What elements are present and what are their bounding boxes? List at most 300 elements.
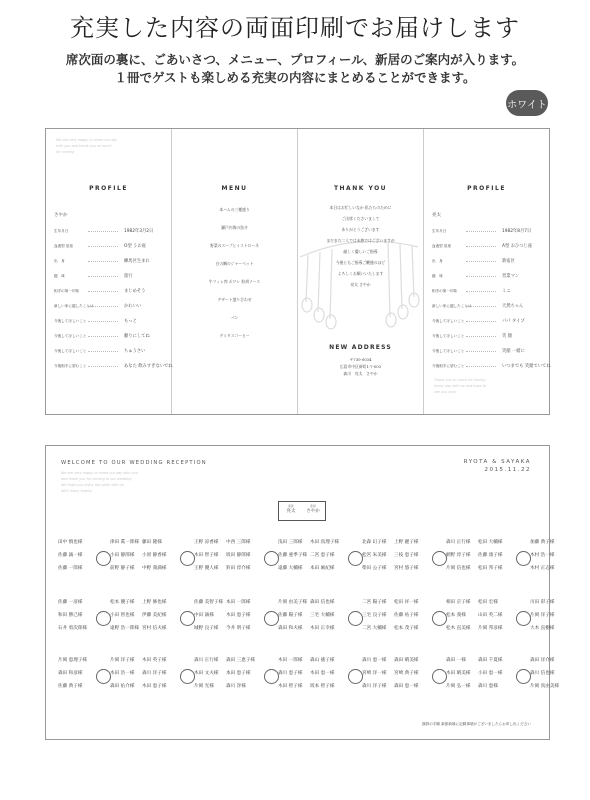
guest-seat <box>310 626 334 631</box>
guest-seat <box>310 671 334 676</box>
profile-row <box>54 302 162 311</box>
table-circle <box>516 669 531 684</box>
guest-name: 三宅 良子様 <box>362 613 387 618</box>
profile-value: 営業マン <box>502 274 520 279</box>
profile-label: 出 身 <box>54 259 65 263</box>
profile-value: かわいい <box>124 304 142 309</box>
guest-table <box>310 656 400 702</box>
decorative-text: We are very happy to share our day with you and thank you for coming to our wedding We hope you enjoy the party with us With many thanks <box>61 471 138 493</box>
guest-name: 宮村 信夫様 <box>142 626 167 631</box>
guest-seat <box>530 613 554 618</box>
guest-seat <box>530 566 554 571</box>
guest-seat <box>58 658 87 663</box>
guest-seat <box>142 671 166 676</box>
guest-seat <box>194 658 218 663</box>
couple-names <box>464 458 531 474</box>
guest-name: 森川 恵様 <box>478 684 498 689</box>
guest-name: 和田 勝己様 <box>58 613 83 618</box>
guest-seat <box>446 684 470 689</box>
guest-name: 相田 京子様 <box>446 600 471 605</box>
guest-seat <box>310 540 339 545</box>
guest-name: 松田 大輔様 <box>478 540 503 545</box>
guest-name: 片岡 由美子様 <box>278 600 308 605</box>
guest-seat <box>110 553 134 558</box>
guest-seat <box>58 613 82 618</box>
profile-label: 今後してほしいこと <box>432 319 465 323</box>
profile-label: 今後してほしいこと <box>432 334 465 338</box>
guest-seat <box>226 613 250 618</box>
profile-row <box>54 347 162 356</box>
profile-value: 練馬区生まれ <box>124 259 150 264</box>
dotted-leader <box>466 321 496 322</box>
guest-seat <box>394 540 418 545</box>
guest-seat <box>446 600 470 605</box>
guest-name: 小田 智也様 <box>110 613 135 618</box>
thank-you-title: THANK YOU <box>333 185 388 192</box>
guest-seat <box>394 671 418 676</box>
profile-value: ちゅうさい <box>124 349 146 354</box>
guest-seat <box>278 553 307 558</box>
guest-name: 田中 慎也様 <box>58 540 83 545</box>
dotted-leader <box>466 246 496 247</box>
bride-profile-column <box>46 129 171 414</box>
guest-name: 松田 祥一様 <box>394 600 419 605</box>
profile-value: 頼りにしてね <box>124 334 150 339</box>
guest-seat <box>278 613 302 618</box>
guest-name: 森川 恵子様 <box>278 671 303 676</box>
table-circle <box>432 669 447 684</box>
profile-row <box>54 317 162 326</box>
profile-row <box>432 362 551 371</box>
guest-seat <box>530 540 554 545</box>
bride-name: さやか <box>306 509 320 514</box>
table-circle <box>264 669 279 684</box>
guest-seat <box>478 553 502 558</box>
guest-seat <box>310 553 334 558</box>
thank-you-line: ありがとうございます <box>341 227 380 232</box>
menu-column <box>172 129 297 414</box>
profile-label: 今後してほしいこと <box>54 349 87 353</box>
guest-seat <box>530 684 559 689</box>
guest-table <box>478 598 568 644</box>
guest-seat <box>110 626 139 631</box>
guest-name: 佐藤 祐子様 <box>394 613 419 618</box>
profile-value: 天然ちゃん <box>502 304 524 309</box>
guest-name: 森田 佑介様 <box>110 684 135 689</box>
dotted-leader <box>466 291 496 292</box>
guest-seat <box>278 566 302 571</box>
profile-value: 1982年8月7日 <box>502 229 532 234</box>
guest-seat <box>226 566 250 571</box>
decorative-text: We are very happy to share our day with you and thank you so much for coming <box>56 138 118 154</box>
profile-label: 今後相手に望むこと <box>54 364 87 368</box>
dotted-leader <box>466 366 496 367</box>
guest-name: 今井 明子様 <box>226 626 251 631</box>
guest-seat <box>110 600 134 605</box>
table-circle <box>348 669 363 684</box>
address-line: 広島市中区新町1-7-003 <box>339 364 382 369</box>
guest-name: 松田 宏様 <box>478 600 498 605</box>
profile-value: あなた 飲みすぎないでね <box>124 364 173 369</box>
groom-name: 亮太 <box>432 213 441 218</box>
profile-row <box>54 287 162 296</box>
guest-name: 森田 和彦様 <box>58 671 83 676</box>
table-circle <box>180 551 195 566</box>
guest-name: 遠藤 大輔様 <box>278 566 303 571</box>
groom-profile-column <box>424 129 549 414</box>
wedding-date: 2015.11.22 <box>484 467 531 473</box>
guest-seat <box>58 553 82 558</box>
guest-table <box>142 538 232 584</box>
profile-label: 出 身 <box>432 259 443 263</box>
thank-you-line: 本日はお忙しいなか 私たちのために <box>329 205 392 210</box>
subheadline-line-1: 席次面の裏に、ごあいさつ、メニュー、プロフィール、新居のご案内が入ります。 <box>65 52 525 67</box>
menu-item: 牛フィレ肉 ポワレ 粒胡ソース <box>208 279 261 284</box>
guest-name: 森田 一様 <box>446 658 466 663</box>
table-circle <box>180 611 195 626</box>
guest-name: 木田 文夫様 <box>194 671 219 676</box>
guest-name: 中西 三郎様 <box>226 540 251 545</box>
guest-name: 木田 正幸様 <box>310 626 335 631</box>
guest-seat <box>478 566 502 571</box>
guest-seat <box>362 553 386 558</box>
guest-seat <box>530 671 554 676</box>
thank-you-line: 亮太 さやか <box>350 282 371 287</box>
guest-seat <box>362 613 386 618</box>
guest-seat <box>446 553 470 558</box>
guest-name: 森川 洋子様 <box>362 684 387 689</box>
footer-note: 謝辞の手順 新郎新婦に記載事項がございましたらお申し出ください <box>422 722 531 726</box>
guest-seat <box>110 613 134 618</box>
guest-name: 上野 麗子様 <box>394 540 419 545</box>
dotted-leader <box>466 336 496 337</box>
guest-table <box>226 598 316 644</box>
guest-seat <box>362 684 386 689</box>
guest-table <box>226 538 316 584</box>
guest-table <box>394 538 484 584</box>
guest-name: 中田 誠様 <box>194 613 214 618</box>
dotted-leader <box>88 351 118 352</box>
guest-seat <box>478 626 502 631</box>
guest-seat <box>58 600 82 605</box>
menu-item: 白の鯛のジャーベット <box>215 261 254 266</box>
guest-name: 中野 義満様 <box>142 566 167 571</box>
menu-title: MENU <box>221 185 248 192</box>
guest-name: 加藤 典子様 <box>530 540 555 545</box>
decorative-text: Thank you so much for having lovely day with us and hope to see you soon <box>434 378 487 394</box>
profile-row <box>54 272 162 281</box>
guest-name: 本田 麻紀様 <box>310 566 335 571</box>
guest-seat <box>362 658 386 663</box>
guest-seat <box>142 553 166 558</box>
guest-name: 木田 浩一様 <box>110 671 135 676</box>
guest-name: 森田 和夫様 <box>278 626 303 631</box>
guest-name: 二宮 陽子様 <box>362 600 387 605</box>
guest-name: 佐藤 康子様 <box>478 553 503 558</box>
guest-name: 森川 冴様 <box>226 684 246 689</box>
table-circle <box>96 611 111 626</box>
guest-seat <box>58 684 82 689</box>
guest-table <box>142 598 232 644</box>
profile-value: ミニ <box>502 289 511 294</box>
guest-name: 佐藤 典子様 <box>58 684 83 689</box>
dotted-leader <box>88 336 118 337</box>
table-circle <box>516 551 531 566</box>
couple-title: RYOTA & SAYAKA <box>463 459 531 465</box>
guest-seat <box>278 671 302 676</box>
guest-name: 木田 恵一様 <box>310 671 335 676</box>
guest-name: 松本 義様 <box>446 613 466 618</box>
guest-name: 小田 恵一様 <box>478 671 503 676</box>
table-circle <box>264 551 279 566</box>
profile-row <box>54 257 162 266</box>
guest-seat <box>194 553 218 558</box>
table-circle <box>96 669 111 684</box>
guest-name: 森川 正行様 <box>194 658 219 663</box>
profile-label: 今後してほしいこと <box>54 319 87 323</box>
guest-seat <box>478 684 498 689</box>
guest-seat <box>58 540 82 545</box>
guest-seat <box>58 671 82 676</box>
table-circle <box>348 611 363 626</box>
profile-value: 旅行 <box>124 274 133 279</box>
profile-value: もっと <box>124 319 137 324</box>
guest-seat <box>226 684 246 689</box>
guest-seat <box>142 566 166 571</box>
guest-name: 木田 智子様 <box>194 553 219 558</box>
profile-value: O型 うお座 <box>124 244 146 249</box>
guest-name: 森川 信也様 <box>530 671 555 676</box>
guest-name: 片岡 弘一様 <box>446 684 471 689</box>
groom-name: 亮太 <box>286 509 296 514</box>
guest-seat <box>142 540 162 545</box>
profile-value: 笑顔 一緒に <box>502 349 525 354</box>
guest-table <box>58 656 148 702</box>
guest-seat <box>362 626 386 631</box>
guest-name: 大木 直樹様 <box>530 626 555 631</box>
profile-value: 1982年3月2日 <box>124 229 154 234</box>
guest-seat <box>58 626 87 631</box>
guest-seat <box>446 540 470 545</box>
profile-row <box>432 332 540 341</box>
guest-seat <box>142 613 166 618</box>
guest-name: 本田 恵子様 <box>226 671 251 676</box>
guest-name: 松宮 朱美様 <box>362 553 387 558</box>
profile-title: PROFILE <box>467 185 506 192</box>
guest-name: 松本 優子様 <box>110 600 135 605</box>
guest-name: 森田 信也様 <box>310 600 335 605</box>
guest-seat <box>446 626 470 631</box>
guest-seat <box>226 671 250 676</box>
guest-seat <box>530 658 554 663</box>
profile-label: 趣 味 <box>54 274 65 278</box>
guest-name: 森山 徳子様 <box>310 658 335 663</box>
welcome-heading: WELCOME TO OUR WEDDING RECEPTION <box>61 460 207 466</box>
menu-item: パン <box>230 315 239 320</box>
guest-seat <box>110 566 134 571</box>
profile-label: 今後してほしいこと <box>432 349 465 353</box>
guest-name: 北森 幻子様 <box>362 540 387 545</box>
guest-seat <box>394 553 418 558</box>
guest-name: 佐藤 陽子様 <box>278 613 303 618</box>
guest-seat <box>530 600 554 605</box>
profile-label: 生年月日 <box>432 229 447 233</box>
guest-name: 小田 静郎様 <box>110 553 135 558</box>
address-line: 森川 亮太 さやか <box>343 371 378 376</box>
guest-name: 片岡 洋子様 <box>110 658 135 663</box>
color-badge: ホワイト <box>506 90 548 116</box>
guest-seat <box>446 671 470 676</box>
guest-seat <box>110 684 134 689</box>
guest-name: 木村 正志様 <box>530 566 555 571</box>
guest-name: 三宅 大輔様 <box>310 613 335 618</box>
address-line: 〒730-0034 <box>349 357 372 362</box>
profile-row <box>54 332 162 341</box>
guest-name: 木田 一郎様 <box>278 658 303 663</box>
guest-name: 宮村 悠子様 <box>394 566 419 571</box>
guest-seat <box>310 566 334 571</box>
dotted-leader <box>466 276 496 277</box>
new-address-title: NEW ADDRESS <box>329 344 392 351</box>
profile-row <box>54 227 162 236</box>
guest-seat <box>194 684 214 689</box>
guest-name: 松田 邦子様 <box>478 566 503 571</box>
profile-row <box>432 227 540 236</box>
guest-table <box>142 656 232 702</box>
guest-name: 川田 彩子様 <box>530 600 555 605</box>
guest-name: 二宮 恵子様 <box>310 553 335 558</box>
guest-seat <box>310 684 334 689</box>
profile-label: 今後してほしいこと <box>54 334 87 338</box>
guest-name: 片岡 真由美様 <box>530 684 560 689</box>
guest-seat <box>142 658 166 663</box>
page-headline: 充実した内容の両面印刷でお届けします <box>70 14 520 42</box>
guest-name: 佐藤 一彦様 <box>58 600 83 605</box>
guest-seat <box>226 540 250 545</box>
guest-name: 二宮 大輔様 <box>362 626 387 631</box>
guest-name: 木田 英子様 <box>142 658 167 663</box>
thank-you-column <box>298 129 423 414</box>
guest-seat <box>310 600 334 605</box>
guest-seat <box>194 540 218 545</box>
guest-name: 木田 真理子様 <box>310 540 340 545</box>
guest-seat <box>362 566 386 571</box>
guest-seat <box>478 658 502 663</box>
guest-seat <box>478 600 498 605</box>
profile-row <box>54 242 162 251</box>
guest-name: 松木 直美様 <box>446 626 471 631</box>
guest-name: 鈴田 淳介様 <box>226 566 251 571</box>
profile-label: 相手の第一印象 <box>54 289 80 293</box>
dotted-leader <box>88 306 118 307</box>
guest-seat <box>278 684 302 689</box>
guest-table <box>310 538 400 584</box>
menu-item: 本ハムの三種盛り <box>219 207 250 212</box>
guest-name: 木田 晴美様 <box>446 671 471 676</box>
guest-table <box>394 598 484 644</box>
menu-item: 瀬戸内海の魚介 <box>221 225 248 230</box>
guest-seat <box>394 613 418 618</box>
guest-name: 網野 淳子様 <box>446 553 471 558</box>
table-circle <box>516 611 531 626</box>
guest-name: 柴田 公子様 <box>362 566 387 571</box>
dotted-leader <box>466 231 496 232</box>
profile-value: いつまでも 笑顔でいてね <box>502 364 551 369</box>
guest-table <box>394 656 484 702</box>
guest-seat <box>394 626 418 631</box>
guest-name: 王野 涼香様 <box>194 540 219 545</box>
guest-table <box>226 656 316 702</box>
profile-value: 新宿区 <box>502 259 515 264</box>
guest-name: 森川 正行様 <box>446 540 471 545</box>
guest-name: 伊藤 美紀様 <box>142 613 167 618</box>
guest-name: 石井 勇次郎様 <box>58 626 88 631</box>
guest-seat <box>226 600 250 605</box>
table-circle <box>432 611 447 626</box>
guest-seat <box>478 671 502 676</box>
profile-value: A型 おひつじ座 <box>502 244 533 249</box>
profile-row <box>432 302 540 311</box>
guest-seat <box>142 626 166 631</box>
dotted-leader <box>88 321 118 322</box>
profile-title: PROFILE <box>89 185 128 192</box>
dotted-leader <box>88 246 118 247</box>
table-circle <box>96 551 111 566</box>
guest-seat <box>194 566 218 571</box>
guest-seat <box>478 540 502 545</box>
guest-name: 小原 静香様 <box>142 553 167 558</box>
guest-seat <box>142 600 166 605</box>
guest-seat <box>394 658 418 663</box>
guest-seat <box>278 626 302 631</box>
guest-seat <box>194 671 218 676</box>
dotted-leader <box>466 261 496 262</box>
guest-name: 上野 修也様 <box>142 600 167 605</box>
guest-seat <box>310 658 334 663</box>
inner-spread-preview <box>45 128 550 415</box>
guest-seat <box>278 540 302 545</box>
dotted-leader <box>88 291 118 292</box>
guest-seat <box>142 684 166 689</box>
guest-name: 片岡 信也様 <box>446 566 471 571</box>
profile-label: 今後相手に望むこと <box>432 364 465 368</box>
guest-seat <box>362 540 386 545</box>
guest-seat <box>362 600 386 605</box>
profile-label: 相手の第一印象 <box>432 289 458 293</box>
table-circle <box>180 669 195 684</box>
thank-you-line: ご出席くださいまして <box>341 216 380 221</box>
subheadline-line-2: １冊でゲストも楽しめる充実の内容にまとめることができます。 <box>114 70 476 85</box>
guest-name: 城野 良子様 <box>194 626 219 631</box>
guest-seat <box>110 658 134 663</box>
guest-name: 山田 英二様 <box>478 613 503 618</box>
profile-label: 生年月日 <box>54 229 69 233</box>
profile-row <box>432 317 540 326</box>
guest-name: 松本 茂子様 <box>394 626 419 631</box>
guest-seat <box>446 658 466 663</box>
profile-label: 新しい家に越したことは <box>54 304 94 308</box>
profile-value: 笑 顔 <box>502 334 512 339</box>
profile-label: 血液型 星座 <box>432 244 452 248</box>
guest-name: 宮崎 典子様 <box>394 671 419 676</box>
profile-row <box>54 362 173 371</box>
profile-row <box>432 242 540 251</box>
guest-name: 森田 晴美様 <box>394 658 419 663</box>
profile-label: 趣 味 <box>432 274 443 278</box>
guest-name: 森田 千夏様 <box>478 658 503 663</box>
profile-label: 新しい家に越したことは <box>432 304 472 308</box>
guest-seat <box>194 613 214 618</box>
